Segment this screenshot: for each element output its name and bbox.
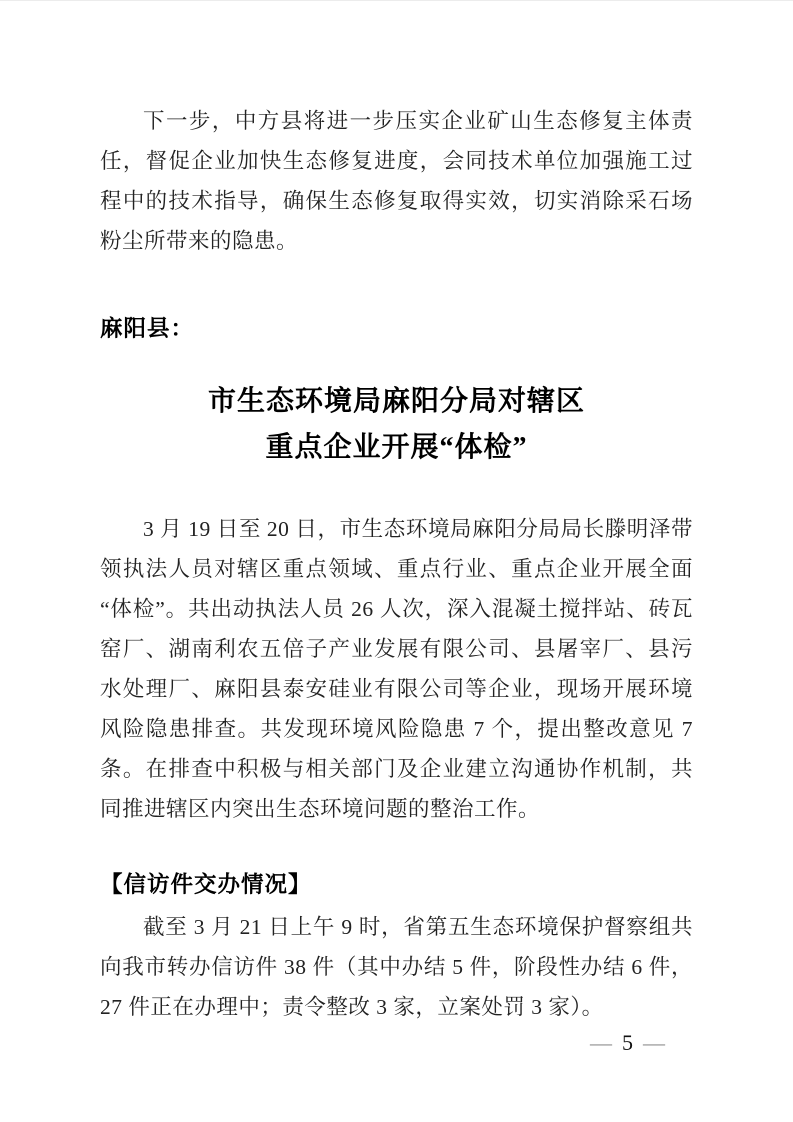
county-section-label: 麻阳县： xyxy=(100,316,195,341)
article-title xyxy=(100,379,693,471)
page-content xyxy=(100,1,693,1027)
intro-paragraph: 下一步，中方县将进一步压实企业矿山生态修复主体责任，督促企业加快生态修复进度，会同技术单位加强施工过程中的技术指导，确保生态修复取得实效，切实消除采石场粉尘所带来的隐患。 xyxy=(100,109,693,253)
article-body-paragraph: 3 月 19 日至 20 日，市生态环境局麻阳分局局长滕明泽带领执法人员对辖区重点领域、重点行业、重点企业开展全面“体检”。共出动执法人员 26 人次，深入混凝土搅拌站、砖瓦窑厂、湖南利农五倍子产业发展有限公司、县屠宰厂、县污水处理厂、麻阳县泰安硅业有限公司等企业，现场开展环境风险隐患排查。共发现环境风险隐患 7 个，提出整改意见 7 条。在排查中积极与相关部门及企业建立沟通协作机制，共同推进辖区内突出生态环境问题的整治工作。 xyxy=(100,517,693,821)
article-title-line2: 重点企业开展“体检” xyxy=(265,432,528,463)
petition-section-paragraph: 截至 3 月 21 日上午 9 时，省第五生态环境保护督察组共向我市转办信访件 38 件（其中办结 5 件，阶段性办结 6 件，27 件正在办理中；责令整改 3 家，立案处罚 3 家）。 xyxy=(100,915,693,1019)
page-footer xyxy=(580,1029,675,1057)
footer-left-dash: — xyxy=(590,1030,612,1055)
article-title-line1: 市生态环境局麻阳分局对辖区 xyxy=(207,386,585,417)
page-number: 5 xyxy=(622,1030,633,1055)
petition-section-heading: 【信访件交办情况】 xyxy=(100,872,312,897)
footer-right-dash: — xyxy=(643,1030,665,1055)
